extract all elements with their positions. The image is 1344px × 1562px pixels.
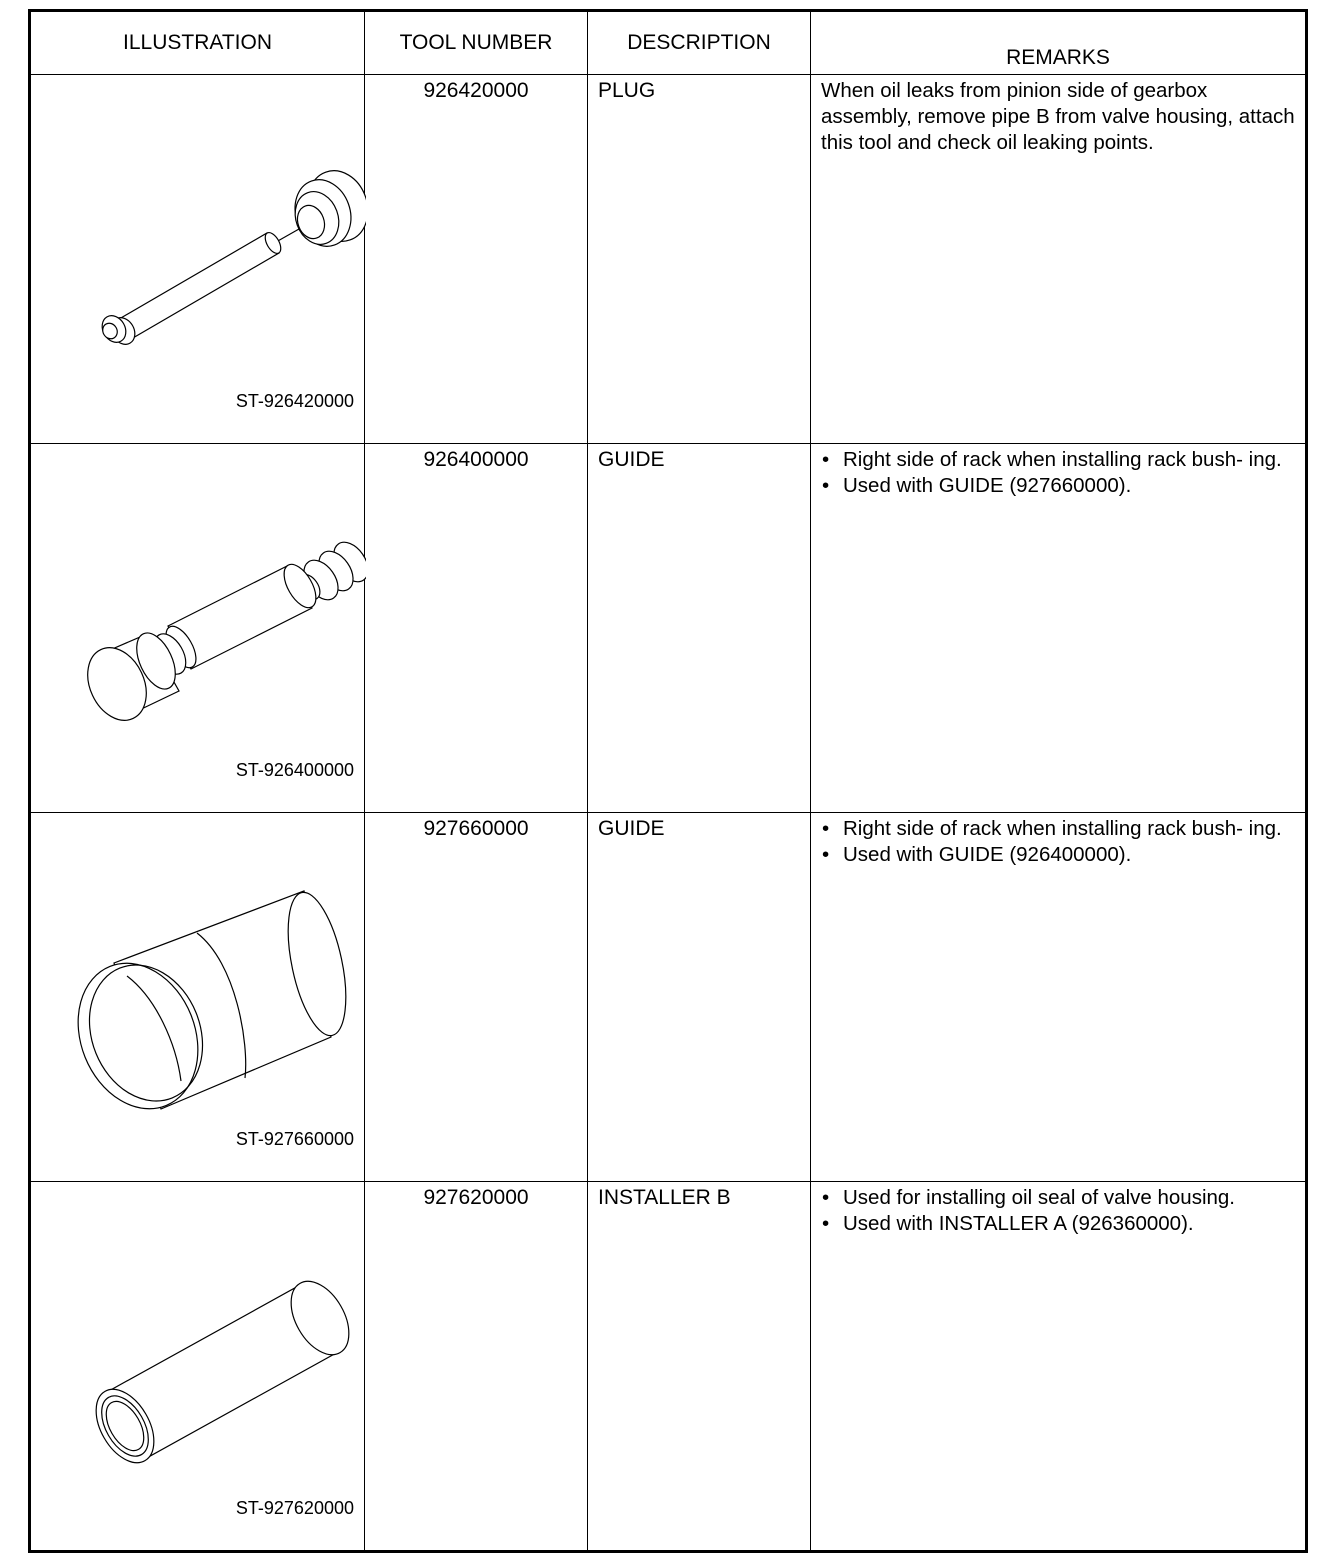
guide-shaft-tool-icon (31, 444, 366, 808)
remarks-bullet: • Used with GUIDE (926400000). (821, 842, 1297, 868)
plug-tool-icon (31, 75, 366, 439)
remarks-text: When oil leaks from pinion side of gearbox assembly, remove pipe B from valve housing, attach this tool and check oil leaking points. (821, 79, 1295, 154)
remarks-bullet: • Right side of rack when installing rack bush- ing. (821, 447, 1297, 473)
illustration-code: ST-926400000 (235, 760, 354, 780)
header-remarks: REMARKS (811, 11, 1307, 75)
installer-tube-tool-icon (31, 1182, 366, 1546)
tool-remarks (811, 1182, 1307, 1552)
table-row (30, 444, 1307, 813)
remarks-bullet: • Used for installing oil seal of valve housing. (821, 1185, 1297, 1211)
illustration-code: ST-927660000 (235, 1129, 354, 1149)
remarks-bullet: • Right side of rack when installing rack bush- ing. (821, 816, 1297, 842)
tool-description: PLUG (588, 75, 811, 444)
tool-number: 926420000 (365, 75, 588, 444)
tool-description: GUIDE (588, 813, 811, 1182)
table-row (30, 813, 1307, 1182)
illustration-cell (30, 1182, 365, 1552)
remarks-bullet: • Used with INSTALLER A (926360000). (821, 1211, 1297, 1237)
tool-number: 927660000 (365, 813, 588, 1182)
header-description: DESCRIPTION (588, 11, 811, 75)
header-tool-number: TOOL NUMBER (365, 11, 588, 75)
tool-remarks (811, 444, 1307, 813)
table-row (30, 1182, 1307, 1552)
illustration-code: ST-927620000 (235, 1498, 354, 1518)
tool-number: 926400000 (365, 444, 588, 813)
remarks-bullet: • Used with GUIDE (927660000). (821, 473, 1297, 499)
table-row (30, 75, 1307, 444)
header-illustration: ILLUSTRATION (30, 11, 365, 75)
illustration-cell (30, 75, 365, 444)
illustration-code: ST-926420000 (235, 391, 354, 411)
tool-remarks (811, 813, 1307, 1182)
tool-description: INSTALLER B (588, 1182, 811, 1552)
illustration-cell (30, 444, 365, 813)
special-tools-table (28, 9, 1308, 1553)
illustration-cell (30, 813, 365, 1182)
tool-number: 927620000 (365, 1182, 588, 1552)
tool-description: GUIDE (588, 444, 811, 813)
guide-sleeve-tool-icon (31, 813, 366, 1177)
table-header-row (30, 11, 1307, 75)
tool-remarks (811, 75, 1307, 444)
